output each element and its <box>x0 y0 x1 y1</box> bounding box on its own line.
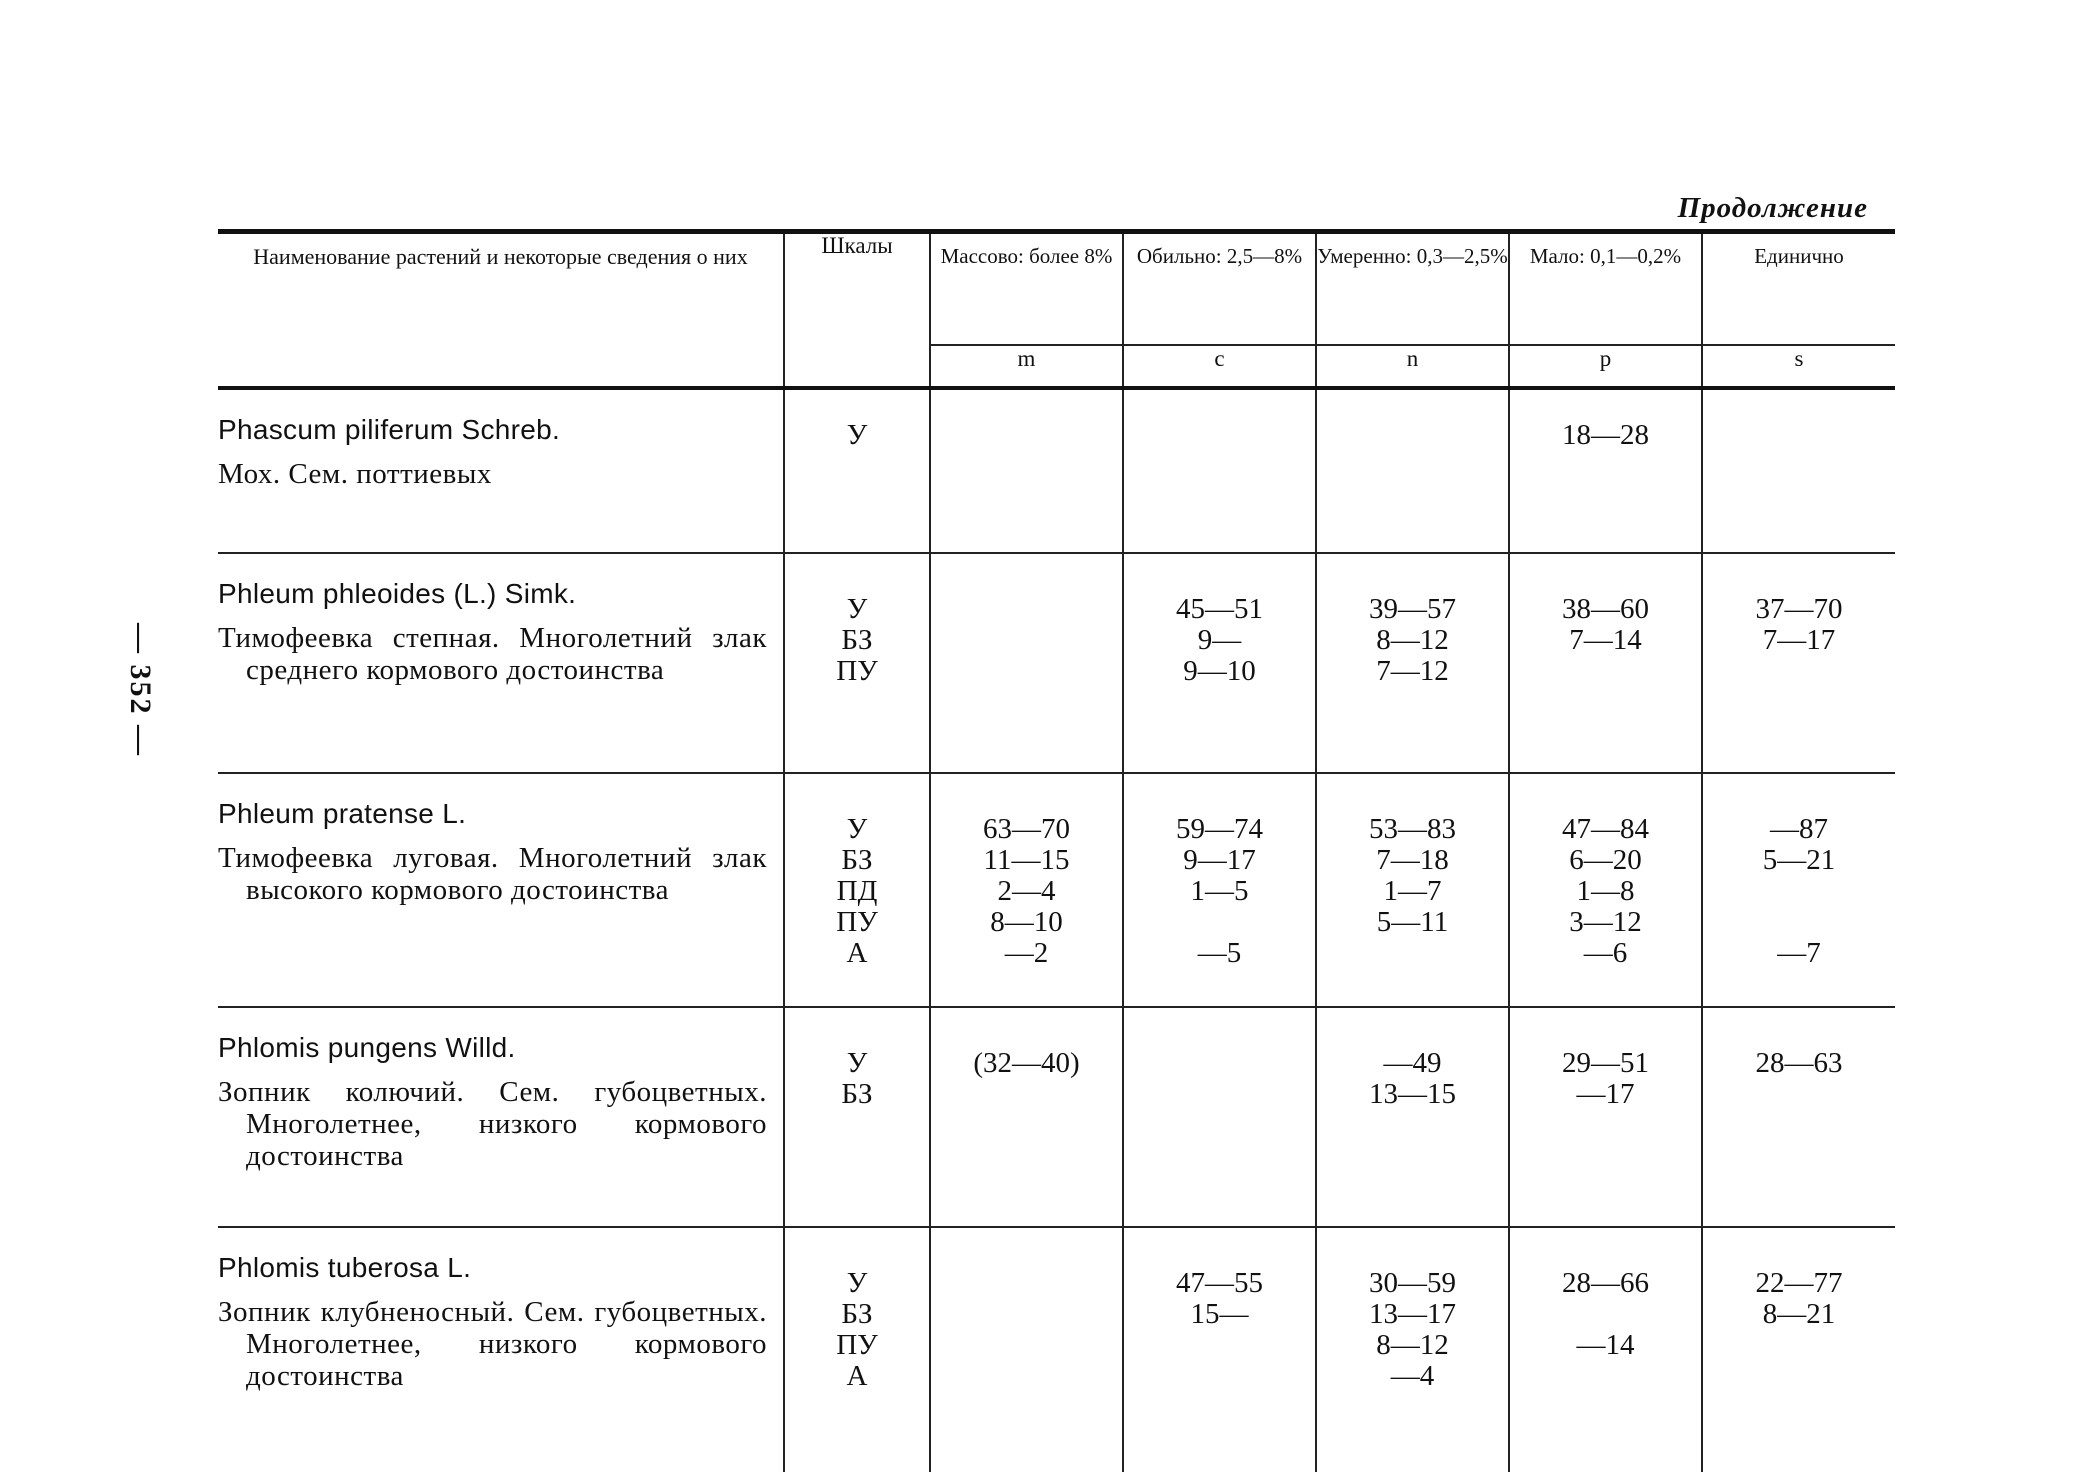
cell-line: —6 <box>1583 937 1628 969</box>
cell-line <box>1510 1299 1701 1330</box>
cell-line: 63—70 <box>983 813 1070 845</box>
table-row <box>218 773 1895 1007</box>
value-cell-m <box>930 1227 1123 1472</box>
cell-line: 28—66 <box>1562 1267 1649 1299</box>
value-cell-s <box>1702 1007 1895 1227</box>
cell-line: БЗ <box>841 624 873 656</box>
cell-line: —17 <box>1576 1078 1635 1110</box>
value-cell-c <box>1123 553 1316 773</box>
plant-cell <box>218 773 784 1007</box>
cell-line: 8—10 <box>990 906 1063 938</box>
cell-line: У <box>846 419 868 451</box>
header-col-n: Умеренно: 0,3—2,5% <box>1316 234 1509 345</box>
value-cell-c <box>1123 1007 1316 1227</box>
page-number: — 352 — <box>124 623 157 757</box>
plant-latin-name: Phleum phleoides (L.) Simk. <box>218 578 577 609</box>
value-cell-p <box>1509 1227 1702 1472</box>
cell-line: 1—5 <box>1190 875 1249 907</box>
plant-cell <box>218 1227 784 1472</box>
value-cell-m <box>930 553 1123 773</box>
cell-line: БЗ <box>841 1298 873 1330</box>
scales-cell <box>784 388 930 553</box>
cell-line: 29—51 <box>1562 1047 1649 1079</box>
cell-line: У <box>846 1047 868 1079</box>
cell-line: —49 <box>1383 1047 1442 1079</box>
cell-line: (32—40) <box>973 1047 1080 1079</box>
data-table <box>218 234 1895 1472</box>
header-code-c: c <box>1123 345 1316 388</box>
cell-line: 5—11 <box>1376 906 1449 938</box>
value-cell-c <box>1123 773 1316 1007</box>
cell-line: У <box>846 593 868 625</box>
value-cell-p <box>1509 1007 1702 1227</box>
scales-cell <box>784 553 930 773</box>
value-cell-s <box>1702 388 1895 553</box>
table-row <box>218 553 1895 773</box>
cell-line: 2—4 <box>997 875 1056 907</box>
cell-line: 6—20 <box>1569 844 1642 876</box>
plant-latin-name: Phleum pratense L. <box>218 798 467 829</box>
cell-line: ПД <box>836 875 878 907</box>
table-row <box>218 1007 1895 1227</box>
cell-line: 37—70 <box>1755 593 1843 625</box>
cell-line: 9—17 <box>1183 844 1256 876</box>
value-cell-n <box>1316 1227 1509 1472</box>
cell-line: 39—57 <box>1369 593 1456 625</box>
value-cell-m <box>930 1007 1123 1227</box>
cell-line: А <box>846 937 868 969</box>
cell-line: 3—12 <box>1569 906 1642 938</box>
cell-line: 13—15 <box>1369 1078 1456 1110</box>
plant-latin-name: Phascum piliferum Schreb. <box>218 414 561 445</box>
plant-cell <box>218 388 784 553</box>
plant-description: Мох. Сем. поттиевых <box>218 458 492 490</box>
value-cell-p <box>1509 773 1702 1007</box>
cell-line: 11—15 <box>983 844 1070 876</box>
scales-cell <box>784 1007 930 1227</box>
value-cell-c <box>1123 1227 1316 1472</box>
cell-line: 1—8 <box>1576 875 1635 907</box>
cell-line: У <box>846 813 868 845</box>
cell-line: У <box>846 1267 868 1299</box>
value-cell-p <box>1509 388 1702 553</box>
cell-line: 5—21 <box>1762 844 1836 876</box>
continuation-label: Продолжение <box>1677 192 1868 224</box>
cell-line: 30—59 <box>1369 1267 1456 1299</box>
header-code-p: p <box>1509 345 1702 388</box>
cell-line: БЗ <box>841 1078 873 1110</box>
cell-line: 7—17 <box>1762 624 1836 656</box>
value-cell-n <box>1316 388 1509 553</box>
scales-cell <box>784 1227 930 1472</box>
cell-line: А <box>846 1360 868 1392</box>
cell-line: 13—17 <box>1369 1298 1456 1330</box>
cell-line: 59—74 <box>1176 813 1263 845</box>
header-code-s: s <box>1702 345 1895 388</box>
value-cell-m <box>930 773 1123 1007</box>
scales-cell <box>784 773 930 1007</box>
plant-latin-name: Phlomis pungens Willd. <box>218 1032 516 1063</box>
value-cell-n <box>1316 1007 1509 1227</box>
cell-line: 45—51 <box>1176 593 1263 625</box>
cell-line: 38—60 <box>1562 593 1649 625</box>
cell-line: 22—77 <box>1755 1267 1843 1299</box>
value-cell-p <box>1509 553 1702 773</box>
value-cell-s <box>1702 553 1895 773</box>
cell-line: 7—14 <box>1569 624 1642 656</box>
cell-line: 8—12 <box>1376 624 1449 656</box>
cell-line: —4 <box>1390 1360 1435 1392</box>
cell-line <box>1703 907 1895 938</box>
plant-description: Тимофеевка луговая. Многолетний злак высокого кормового достоинства <box>218 842 767 906</box>
cell-line: —87 <box>1770 813 1828 845</box>
value-cell-n <box>1316 773 1509 1007</box>
cell-line: ПУ <box>836 1329 878 1361</box>
table-row <box>218 1227 1895 1472</box>
cell-line: 28—63 <box>1755 1047 1843 1079</box>
cell-line <box>1703 876 1895 907</box>
cell-line: 47—84 <box>1562 813 1649 845</box>
plant-cell <box>218 1007 784 1227</box>
plant-cell <box>218 553 784 773</box>
plant-latin-name: Phlomis tuberosa L. <box>218 1252 472 1283</box>
cell-line: 8—12 <box>1376 1329 1449 1361</box>
value-cell-c <box>1123 388 1316 553</box>
cell-line: 7—12 <box>1376 655 1449 687</box>
value-cell-s <box>1702 773 1895 1007</box>
value-cell-s <box>1702 1227 1895 1472</box>
value-cell-m <box>930 388 1123 553</box>
cell-line: —14 <box>1576 1329 1635 1361</box>
cell-line: 8—21 <box>1762 1298 1836 1330</box>
cell-line: 47—55 <box>1176 1267 1263 1299</box>
cell-line: 9—10 <box>1183 655 1256 687</box>
header-col-s: Единично <box>1702 234 1895 345</box>
header-code-m: m <box>930 345 1123 388</box>
cell-line: 53—83 <box>1369 813 1456 845</box>
cell-line: —2 <box>1004 937 1049 969</box>
cell-line: БЗ <box>841 844 873 876</box>
header-col-c: Обильно: 2,5—8% <box>1123 234 1316 345</box>
cell-line: 18—28 <box>1562 419 1649 451</box>
cell-line: 15— <box>1190 1298 1249 1330</box>
header-col-m: Массово: более 8% <box>930 234 1123 345</box>
header-col-p: Мало: 0,1—0,2% <box>1509 234 1702 345</box>
cell-line: ПУ <box>836 906 878 938</box>
cell-line: ПУ <box>836 655 878 687</box>
plant-description: Тимофеевка степная. Многолетний злак среднего кормового достоинства <box>218 622 767 686</box>
cell-line: 7—18 <box>1376 844 1449 876</box>
header-code-n: n <box>1316 345 1509 388</box>
plant-description: Зопник колючий. Сем. губоцветных. Многолетнее, низкого кормового достоинства <box>218 1076 767 1172</box>
cell-line: —7 <box>1777 937 1821 969</box>
cell-line: —5 <box>1197 937 1242 969</box>
cell-line <box>1124 907 1315 938</box>
header-scales: Шкалы <box>784 234 930 388</box>
table-row <box>218 388 1895 553</box>
header-name: Наименование растений и некоторые сведения о них <box>218 234 784 388</box>
cell-line: 9— <box>1197 624 1242 656</box>
plant-description: Зопник клубненосный. Сем. губоцветных. Многолетнее, низкого кормового достоинства <box>218 1296 767 1392</box>
cell-line: 1—7 <box>1383 875 1442 907</box>
value-cell-n <box>1316 553 1509 773</box>
